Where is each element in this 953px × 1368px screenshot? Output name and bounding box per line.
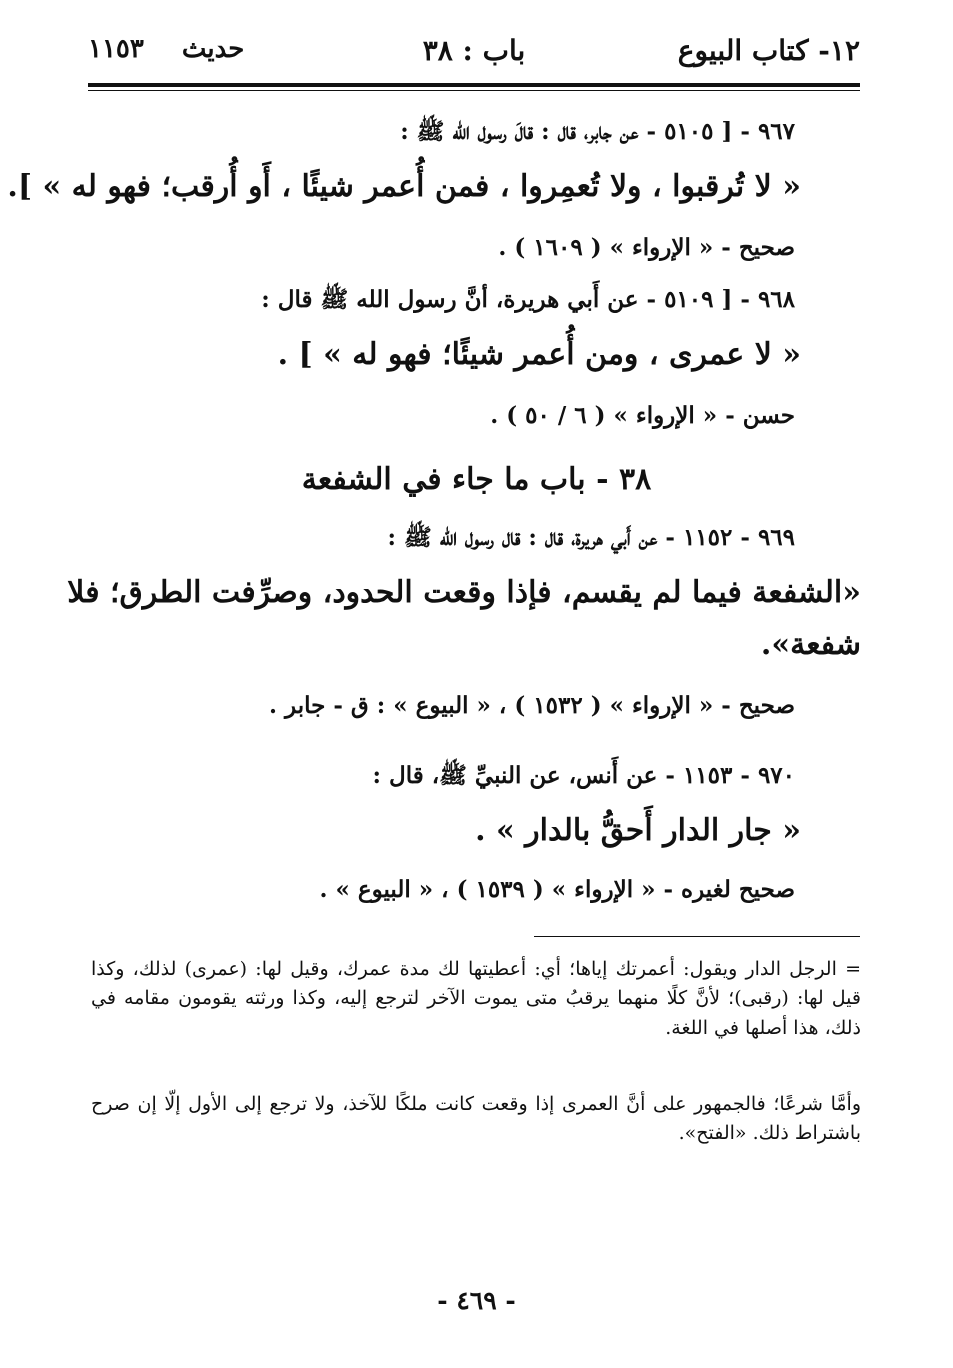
footnote-separator [534, 936, 860, 937]
hadith-number: ١١٥٣ [88, 34, 144, 64]
hadith-969-text-line-2: شفعة». [760, 627, 861, 662]
hadith-968-intro: ٩٦٨ - [ ٥١٠٩ - عن أَبي هريرة، أنَّ رسول الله ﷺ قال : [261, 286, 795, 313]
hadith-970-intro: ٩٧٠ - ١١٥٣ - عن أَنس، عن النبيِّ ﷺ، قال : [372, 762, 795, 789]
hadith-968-text: « لا عمرى ، ومن أُعمر شيئًا؛ فهو له » ] . [277, 337, 801, 372]
footnote-paragraph-1: = الرجل الدار ويقول: أعمرتك إياها؛ أي: أعطيتها لك مدة عمرك، وقيل لها: (عمرى) لذلك، وكذا قيل لها: (رقبى)؛ لأنَّ كلًا منهما يرقبُ متى يموت الآخر لترجع إليه، وكذا ورثته يقومون مقامه في ذلك، هذا أصلها في اللغة. [91, 958, 862, 1039]
hadith-967-intro: ٩٦٧ - [ ٥١٠٥ - عن جابر، قال : قالَ رسول الله ﷺ : [400, 118, 795, 145]
header-rule-thick [88, 83, 860, 87]
hadith-969-grade: صحيح - « الإرواء » ( ١٥٣٢ ) ، « البيوع » : ق - جابر . [269, 692, 795, 719]
footnote-paragraph-2: وأمَّا شرعًا؛ فالجمهور على أنَّ العمرى إذا وقعت كانت ملكًا للآخذ، ولا ترجع إلى الأول إلّا إن صرح باشتراط ذلك. «الفتح». [91, 1093, 861, 1145]
bab-number: باب : ٣٨ [422, 34, 526, 67]
hadith-970-text: « جار الدار أَحقُّ بالدار » . [475, 813, 801, 848]
hadith-967-grade: صحيح - « الإرواء » ( ١٦٠٩ ) . [498, 234, 795, 261]
header-rule-thin [88, 90, 860, 91]
hadith-label: حديث [181, 34, 245, 64]
hadith-967-text: « لا تُرقبوا ، ولا تُعمِروا ، فمن أُعمر شيئًا ، أَو أُرقب؛ فهو له » ]. [7, 169, 801, 204]
running-header [88, 28, 860, 78]
hadith-970-grade: صحيح لغيره - « الإرواء » ( ١٥٣٩ ) ، « البيوع » . [319, 876, 795, 903]
page-number: - ٤٦٩ - [437, 1286, 516, 1315]
chapter-title: ١٢- كتاب البيوع [677, 34, 860, 67]
hadith-reference [88, 34, 244, 64]
hadith-968-grade: حسن - « الإرواء » ( ٦ / ٥٠ ) . [490, 402, 795, 429]
section-title: ٣٨ - باب ما جاء في الشفعة [301, 462, 652, 497]
hadith-969-intro: ٩٦٩ - ١١٥٢ - عن أَبي هريرة، قال : قال رسول الله ﷺ : [387, 524, 795, 551]
hadith-969-text-line-1: «الشفعة فيما لم يقسم، فإذا وقعت الحدود، وصرِّفت الطرق؛ فلا [67, 575, 861, 610]
